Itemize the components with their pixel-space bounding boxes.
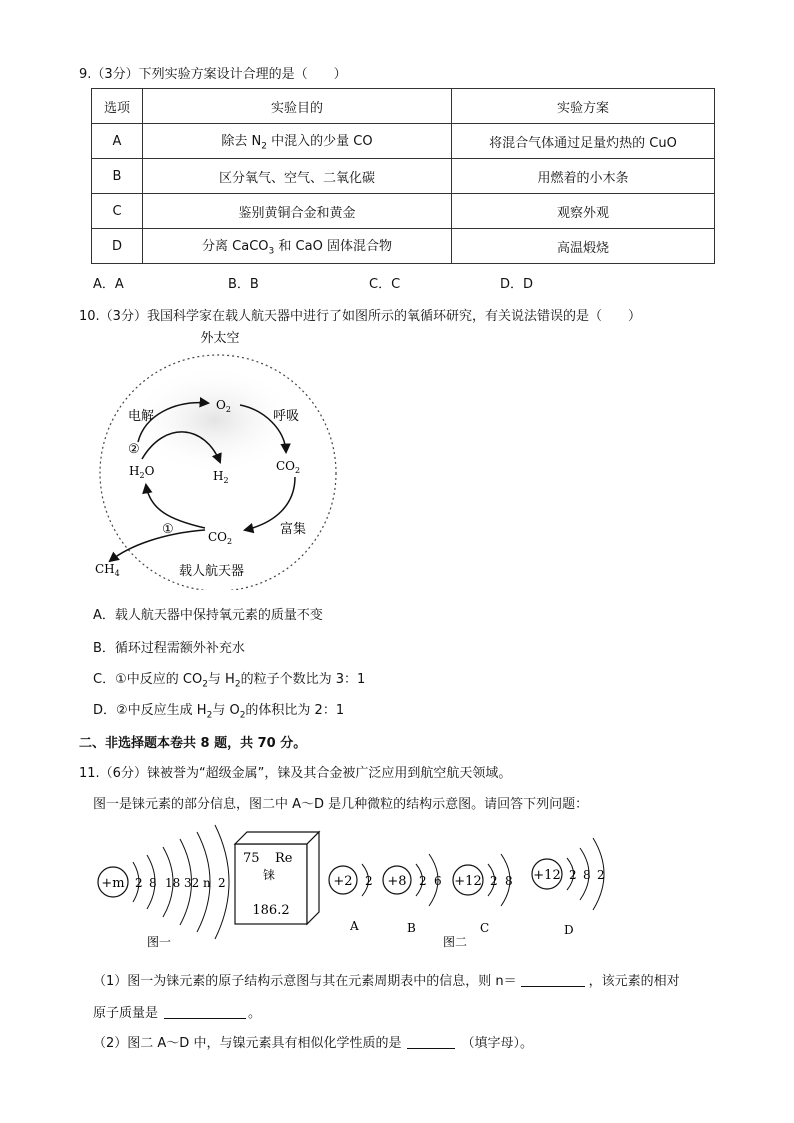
shell-electrons: 2 [218, 876, 226, 890]
atomic-mass: 186.2 [252, 903, 290, 918]
atomic-number: 75 [243, 851, 260, 866]
row-purpose: 区分氧气、空气、二氧化碳 [143, 159, 452, 194]
row-plan: 观察外观 [452, 194, 715, 229]
row-purpose: 分离 CaCO$_3$ 和 CaO 固体混合物 [143, 229, 452, 264]
row-option: D [92, 229, 143, 264]
q9-choice-b: B．B [228, 277, 259, 292]
row-plan: 高温煅烧 [452, 229, 715, 264]
particle-c-label: C [480, 921, 490, 935]
q9-choice-c: C．C [369, 277, 401, 292]
table-row [92, 159, 715, 194]
section-2-heading: 二、非选择题本卷共 8 题，共 70 分。 [79, 736, 307, 751]
q9-stem: 9.（3分）下列实验方案设计合理的是（ ） [79, 67, 347, 82]
q11-sub1-line1: （1）图一为铼元素的原子结构示意图与其在元素周期表中的信息，则 n＝ ，该元素的相对 [93, 974, 680, 989]
figure-1-caption: 图一 [147, 935, 172, 949]
co2-bottom-label: $CO_2$ [208, 530, 233, 546]
particle-b-label: B [407, 921, 416, 935]
shell-electrons: 18 [165, 876, 181, 890]
header-purpose: 实验目的 [143, 89, 452, 124]
electrolysis-label: 电解 [128, 409, 155, 424]
shell-electrons: 2 [365, 874, 373, 888]
spacecraft-label: 载人航天器 [179, 564, 245, 579]
cell-side [307, 832, 319, 924]
particle-a-diagram [329, 864, 373, 933]
outer-space-label: 外太空 [200, 331, 240, 346]
shell-electrons: 2 [135, 876, 143, 890]
ch4-label: $CH_4$ [95, 562, 120, 578]
particle-d-charge: +12 [533, 868, 561, 883]
re-periodic-cell [235, 832, 319, 924]
particle-d-label: D [564, 923, 574, 937]
shell-electrons: 2 [490, 874, 498, 888]
q11-sub1-line2: 原子质量是 。 [93, 1006, 262, 1021]
mark-2: ② [128, 442, 140, 457]
respiration-label: 呼吸 [273, 409, 300, 424]
arrow-co2-to-ch4 [110, 530, 205, 561]
shell-electrons: 2 [569, 868, 577, 882]
mark-1: ① [162, 522, 174, 537]
row-option: A [92, 124, 143, 159]
oxygen-cycle-diagram [80, 325, 380, 590]
cell-top [235, 832, 319, 844]
row-plan: 用燃着的小木条 [452, 159, 715, 194]
particle-c-charge: +12 [454, 874, 482, 889]
element-symbol: Re [275, 851, 293, 866]
row-option: B [92, 159, 143, 194]
shell-electrons: 32 [184, 876, 200, 890]
shell-electrons: n [203, 876, 211, 890]
particle-d-diagram [532, 838, 605, 937]
enrichment-label: 富集 [280, 522, 307, 537]
re-atom-diagram [98, 825, 229, 949]
re-nucleus-charge: +m [101, 876, 125, 891]
header-plan: 实验方案 [452, 89, 715, 124]
particle-c-diagram [443, 854, 513, 949]
arrow-co2-to-h2o [146, 485, 205, 528]
q9-choice-d: D．D [500, 277, 534, 292]
particle-b-charge: +8 [387, 874, 407, 889]
particle-a-charge: +2 [333, 874, 353, 889]
atomic-structure-figures [85, 822, 625, 952]
o2-label: $O_2$ [216, 398, 231, 414]
particle-b-diagram [383, 854, 442, 935]
header-option: 选项 [92, 89, 143, 124]
table-row [92, 124, 715, 159]
q10-stem: 10.（3分）我国科学家在载人航天器中进行了如图所示的氧循环研究，有关说法错误的是（ ） [79, 309, 641, 324]
row-purpose: 鉴别黄铜合金和黄金 [143, 194, 452, 229]
q10-option-c: C．①中反应的 $CO_2$与 $H_2$的粒子个数比为 3：1 [93, 672, 366, 690]
shell-electrons: 8 [149, 876, 157, 890]
element-name: 铼 [263, 868, 276, 882]
co2-top-label: $CO_2$ [276, 459, 301, 475]
table-row [92, 229, 715, 264]
figure-2-caption: 图二 [443, 935, 468, 949]
q10-option-a: A．载人航天器中保持氧元素的质量不变 [93, 608, 323, 623]
h2-label: $H_2$ [213, 469, 229, 485]
particle-a-label: A [350, 919, 359, 933]
shell-electrons: 2 [419, 874, 427, 888]
answer-blank-n[interactable] [521, 972, 585, 987]
q11-stem: 11.（6分）铼被誉为“超级金属”，铼及其合金被广泛应用到航空航天领域。 [79, 766, 512, 781]
q11-sub2: （2）图二 A～D 中，与镍元素具有相似化学性质的是 （填字母）。 [93, 1036, 533, 1051]
q9-choice-a: A．A [93, 277, 124, 292]
q10-option-b: B．循环过程需额外补充水 [93, 641, 245, 656]
answer-blank-mass[interactable] [164, 1004, 246, 1019]
shell-electrons: 8 [583, 868, 591, 882]
shell-electrons: 8 [505, 874, 513, 888]
q10-option-d: D．②中反应生成 $H_2$与 $O_2$的体积比为 2：1 [93, 703, 345, 721]
row-purpose: 除去 $N_2$ 中混入的少量 CO [143, 124, 452, 159]
q9-table [91, 88, 715, 264]
row-plan: 将混合气体通过足量灼热的 CuO [452, 124, 715, 159]
table-header-row [92, 89, 715, 124]
h2o-label: $H_2O$ [129, 464, 155, 480]
q11-intro: 图一是铼元素的部分信息，图二中 A～D 是几种微粒的结构示意图。请回答下列问题： [93, 797, 589, 812]
shell-electrons: 2 [597, 868, 605, 882]
table-row [92, 194, 715, 229]
answer-blank-letter[interactable] [407, 1034, 455, 1049]
shell-electrons: 6 [434, 874, 442, 888]
row-option: C [92, 194, 143, 229]
